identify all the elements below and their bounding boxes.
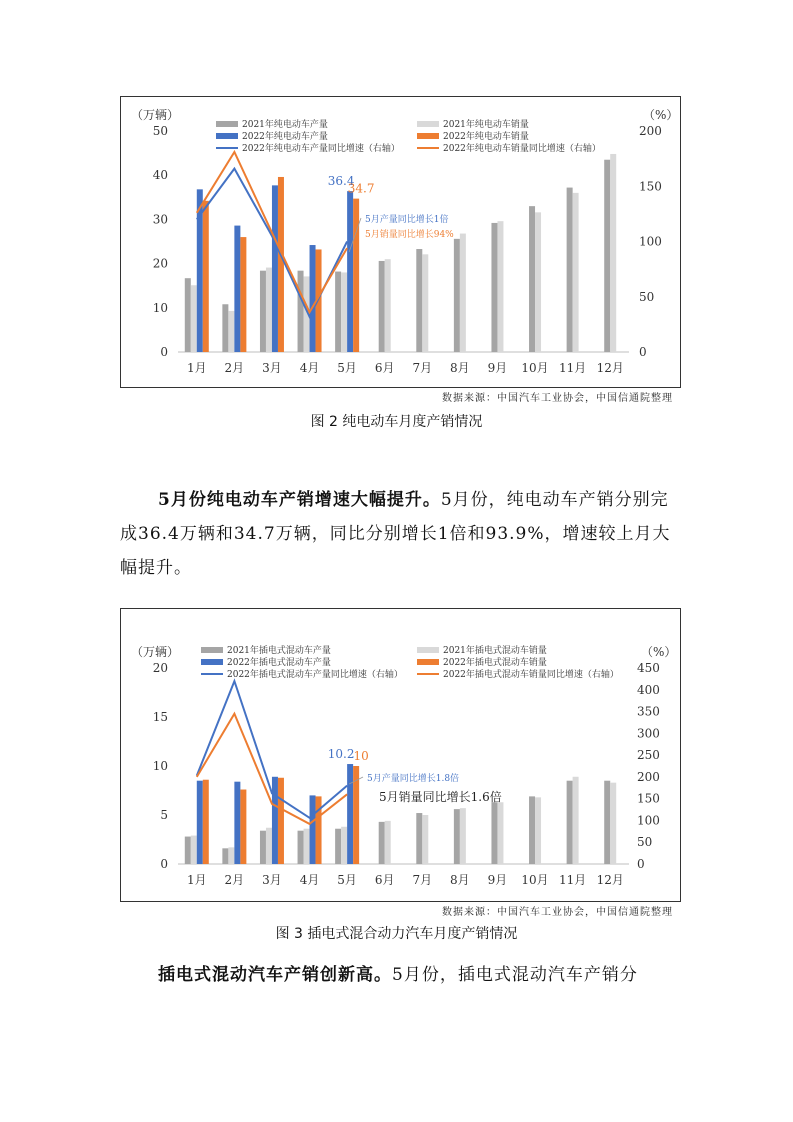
fig3-category-label: 3月 [262, 873, 282, 887]
fig3-bar-1 [222, 848, 228, 864]
fig3-bar-4 [203, 780, 209, 864]
fig2-bar-1 [454, 239, 460, 352]
fig3-ytick-left: 5 [160, 808, 168, 822]
fig3-ytick-right: 150 [637, 791, 660, 806]
paragraph-bev-text: 5月份，纯电动车产销分别完成36.4万辆和34.7万辆，同比分别增长1倍和93.9%，增速较上月大幅提升。 [120, 490, 671, 578]
fig3-legend-swatch [201, 647, 223, 653]
figure3-chart-svg [121, 609, 680, 901]
fig2-bar-1 [298, 271, 304, 352]
fig2-bar-2 [460, 234, 466, 352]
fig2-unit-right: （%） [643, 108, 679, 122]
fig3-legend-swatch [201, 659, 223, 665]
figure2-chart [120, 96, 681, 388]
fig2-bar-2 [385, 259, 391, 352]
fig3-bar-1 [529, 796, 535, 864]
fig2-bar-1 [491, 223, 497, 352]
figure3-caption: 图 3 插电式混合动力汽车月度产销情况 [275, 926, 518, 942]
fig3-bar-2 [385, 821, 391, 864]
fig2-category-label: 8月 [450, 361, 470, 375]
fig3-category-label: 5月 [337, 873, 357, 887]
fig3-bar-3 [347, 764, 353, 864]
fig3-bar-3 [234, 782, 240, 864]
fig2-category-label: 1月 [186, 361, 207, 375]
fig3-bar-2 [497, 802, 503, 864]
fig3-legend-label: 2022年插电式混动车销量同比增速（右轴） [443, 670, 619, 680]
fig2-bar-4 [278, 177, 284, 352]
fig2-unit-left: （万辆） [131, 108, 180, 122]
fig3-bar-2 [535, 797, 541, 864]
fig2-legend-label: 2022年纯电动车产量 [242, 132, 328, 142]
paragraph-phev-text: 5月份，插电式混动汽车产销分 [392, 965, 638, 985]
fig2-bar-1 [222, 304, 228, 352]
fig3-ytick-left: 20 [152, 661, 168, 675]
fig3-unit-left: （万辆） [131, 645, 180, 659]
figure2-caption: 图 2 纯电动车月度产销情况 [310, 414, 483, 430]
fig3-category-label: 8月 [450, 873, 470, 887]
fig2-category-label: 2月 [224, 361, 245, 375]
fig3-bar-2 [191, 836, 197, 864]
fig3-bar-1 [185, 837, 191, 864]
fig2-annotation-prod: 5月产量同比增长1倍 [365, 215, 449, 225]
fig3-bar-4 [278, 778, 284, 864]
fig2-bar-3 [272, 185, 278, 352]
fig3-bar-2 [304, 829, 310, 864]
fig2-bar-2 [228, 311, 234, 352]
fig3-ytick-right: 200 [637, 769, 660, 784]
fig3-ytick-right: 450 [637, 661, 660, 675]
fig3-category-label: 6月 [374, 873, 395, 887]
fig2-bar-2 [191, 285, 197, 352]
fig2-category-label: 12月 [596, 361, 624, 375]
fig2-bar-1 [416, 249, 422, 352]
fig2-annotation-sales: 5月销量同比增长94% [365, 230, 454, 240]
fig3-category-label: 9月 [487, 873, 508, 887]
fig2-legend-label: 2022年纯电动车销量同比增速（右轴） [443, 144, 601, 154]
fig3-legend-label: 2021年插电式混动车产量 [227, 646, 331, 656]
fig3-bar-1 [491, 802, 497, 864]
figure3-source: 数据来源：中国汽车工业协会，中国信通院整理 [442, 907, 673, 918]
fig3-bar-1 [335, 829, 341, 864]
fig2-bar-1 [185, 278, 191, 352]
fig2-legend-label: 2021年纯电动车销量 [443, 120, 529, 130]
fig2-category-label: 10月 [521, 361, 549, 375]
fig2-ytick-left: 20 [152, 256, 168, 271]
fig2-bar-2 [573, 193, 579, 352]
fig3-bar-2 [460, 808, 466, 864]
fig3-growth-line-2 [197, 714, 347, 824]
fig2-category-label: 3月 [262, 361, 282, 375]
fig3-category-label: 10月 [521, 873, 549, 887]
figure3-chart [120, 608, 681, 902]
fig3-ytick-right: 50 [637, 835, 653, 850]
fig2-bar-1 [604, 160, 610, 352]
fig3-ytick-left: 0 [160, 857, 168, 871]
fig3-ytick-right: 350 [637, 704, 660, 719]
fig3-bar-1 [454, 809, 460, 864]
fig2-value-label-sales: 34.7 [347, 181, 375, 196]
fig2-bar-2 [535, 212, 541, 352]
fig2-bar-2 [266, 268, 272, 352]
fig2-bar-1 [335, 272, 341, 352]
fig3-legend-label: 2022年插电式混动车产量同比增速（右轴） [227, 670, 403, 680]
paragraph-bev [120, 483, 680, 585]
fig3-bar-3 [197, 781, 203, 864]
fig3-bar-2 [610, 783, 616, 864]
figure2-chart-svg [121, 97, 680, 387]
fig3-bar-1 [416, 813, 422, 864]
fig2-bar-1 [529, 206, 535, 352]
paragraph-bev-lead: 5月份纯电动车产销增速大幅提升。 [158, 490, 441, 510]
fig2-legend-label: 2022年纯电动车产量同比增速（右轴） [242, 144, 400, 154]
fig3-category-label: 2月 [224, 873, 245, 887]
fig3-annotation-sales: 5月销量同比增长1.6倍 [379, 790, 502, 804]
fig2-ytick-right: 200 [639, 124, 662, 138]
fig3-bar-1 [298, 831, 304, 864]
fig2-legend-swatch [216, 133, 238, 139]
fig2-ytick-right: 100 [639, 234, 662, 249]
fig3-bar-4 [316, 796, 322, 864]
figure2-source: 数据来源：中国汽车工业协会，中国信通院整理 [442, 393, 673, 404]
fig2-bar-3 [310, 245, 316, 352]
fig3-category-label: 11月 [558, 873, 587, 887]
fig3-bar-2 [422, 815, 428, 864]
fig2-bar-2 [422, 254, 428, 352]
fig3-ytick-right: 100 [637, 813, 660, 828]
fig2-ytick-left: 50 [152, 124, 168, 138]
fig2-legend-label: 2021年纯电动车产量 [242, 120, 328, 130]
fig3-category-label: 12月 [596, 873, 624, 887]
fig2-bar-2 [497, 221, 503, 352]
fig3-ytick-right: 400 [637, 682, 660, 697]
fig2-category-label: 7月 [412, 361, 433, 375]
fig2-legend-swatch [417, 121, 439, 127]
fig3-bar-1 [379, 822, 385, 864]
fig3-growth-line-1 [197, 681, 347, 818]
fig2-ytick-left: 10 [152, 300, 168, 315]
fig3-category-label: 1月 [186, 873, 207, 887]
fig3-ytick-left: 15 [152, 710, 168, 724]
fig2-ytick-left: 0 [160, 345, 168, 359]
fig3-category-label: 7月 [412, 873, 433, 887]
fig3-legend-label: 2022年插电式混动车销量 [443, 658, 547, 668]
fig2-bar-4 [240, 237, 246, 352]
fig2-category-label: 5月 [337, 361, 357, 375]
fig2-bar-3 [234, 226, 240, 352]
fig3-legend-swatch [417, 647, 439, 653]
fig2-ytick-right: 50 [639, 289, 655, 304]
fig2-category-label: 9月 [487, 361, 508, 375]
fig2-value-label-prod: 36.4 [327, 174, 355, 189]
fig3-value-label-sales: 10 [353, 749, 369, 763]
fig2-category-label: 11月 [558, 361, 587, 375]
fig3-bar-2 [266, 828, 272, 864]
fig3-bar-1 [604, 781, 610, 864]
fig2-legend-swatch [417, 133, 439, 139]
fig2-ytick-right: 0 [639, 345, 647, 359]
fig2-bar-2 [341, 272, 347, 352]
fig3-bar-2 [228, 847, 234, 864]
fig3-bar-3 [310, 795, 316, 864]
fig3-legend-swatch [417, 659, 439, 665]
fig2-bar-4 [353, 199, 359, 352]
fig3-legend-label: 2022年插电式混动车产量 [227, 658, 331, 668]
fig3-ytick-left: 10 [152, 759, 168, 773]
fig3-bar-2 [341, 827, 347, 864]
fig3-bar-3 [272, 777, 278, 864]
fig3-bar-1 [567, 781, 573, 864]
fig3-legend-label: 2021年插电式混动车销量 [443, 646, 547, 656]
fig3-unit-right: （%） [641, 645, 677, 659]
fig2-bar-3 [347, 191, 353, 352]
fig2-bar-4 [203, 201, 209, 352]
fig3-category-label: 4月 [299, 873, 320, 887]
fig3-value-label-prod: 10.2 [327, 747, 355, 762]
fig3-bar-4 [240, 790, 246, 864]
fig3-ytick-right: 250 [637, 748, 660, 763]
fig3-ytick-right: 300 [637, 726, 660, 741]
fig2-bar-1 [567, 188, 573, 352]
fig2-legend-swatch [216, 121, 238, 127]
fig2-ytick-left: 30 [152, 212, 168, 227]
fig3-annotation-prod: 5月产量同比增长1.8倍 [367, 774, 460, 784]
fig2-category-label: 4月 [299, 361, 320, 375]
paragraph-phev-lead: 插电式混动汽车产销创新高。 [158, 965, 392, 985]
fig3-ytick-right: 0 [637, 857, 645, 871]
paragraph-phev [120, 958, 680, 992]
fig2-bar-1 [379, 261, 385, 352]
fig2-bar-2 [610, 154, 616, 352]
fig2-legend-label: 2022年纯电动车销量 [443, 132, 529, 142]
fig3-bar-1 [260, 831, 266, 864]
fig2-bar-1 [260, 271, 266, 352]
fig2-ytick-right: 150 [639, 179, 662, 194]
fig3-bar-2 [573, 777, 579, 864]
fig2-ytick-left: 40 [152, 168, 168, 183]
fig2-category-label: 6月 [374, 361, 395, 375]
